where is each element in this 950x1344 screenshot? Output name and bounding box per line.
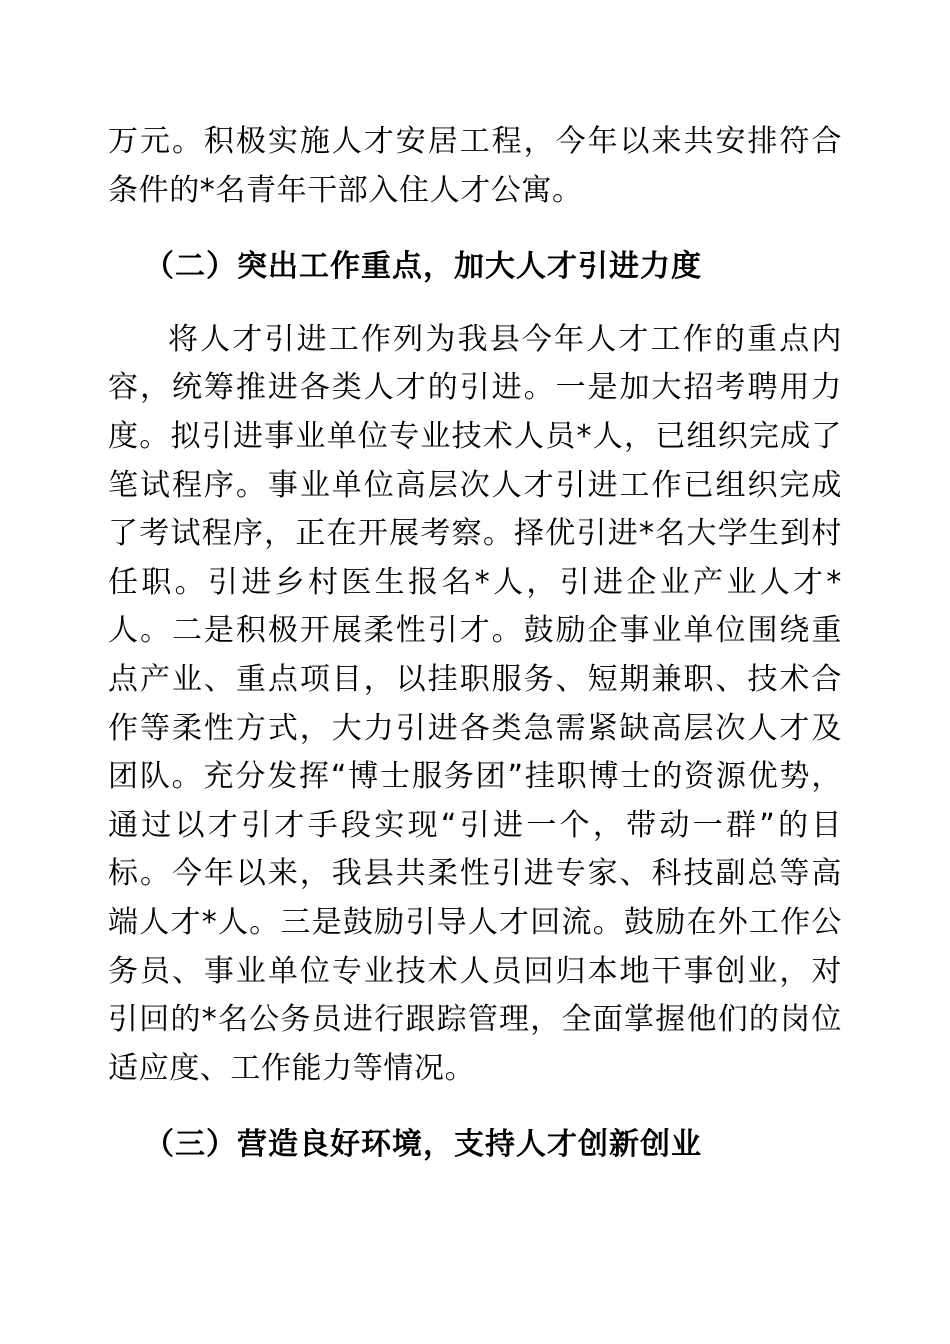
heading-section-two: （二）突出工作重点，加大人才引进力度 xyxy=(144,249,702,285)
heading-section-three: （三）营造良好环境，支持人才创新创业 xyxy=(144,1127,702,1163)
paragraph-talent-introduction: 将人才引进工作列为我县今年人才工作的重点内容，统筹推进各类人才的引进。一是加大招考聘用力度。拟引进事业单位专业技术人员*人，已组织完成了笔试程序。事业单位高层次人才引进工作已组织完成了考试程序，正在开展考察。择优引进*名大学生到村任职。引进乡村医生报名*人，引进企业产业人才*人。二是积极开展柔性引才。鼓励企事业单位围绕重点产业、重点项目，以挂职服务、短期兼职、技术合作等柔性方式，大力引进各类急需紧缺高层次人才及团队。充分发挥“博士服务团”挂职博士的资源优势，通过以才引才手段实现“引进一个，带动一群”的目标。今年以来，我县共柔性引进专家、科技副总等高端人才*人。三是鼓励引导人才回流。鼓励在外工作公务员、事业单位专业技术人员回归本地干事创业，对引回的*名公务员进行跟踪管理，全面掌握他们的岗位适应度、工作能力等情况。 xyxy=(108,321,842,1086)
document-body xyxy=(108,118,842,1170)
paragraph-funding-housing: 万元。积极实施人才安居工程，今年以来共安排符合条件的*名青年干部入住人才公寓。 xyxy=(108,124,842,208)
